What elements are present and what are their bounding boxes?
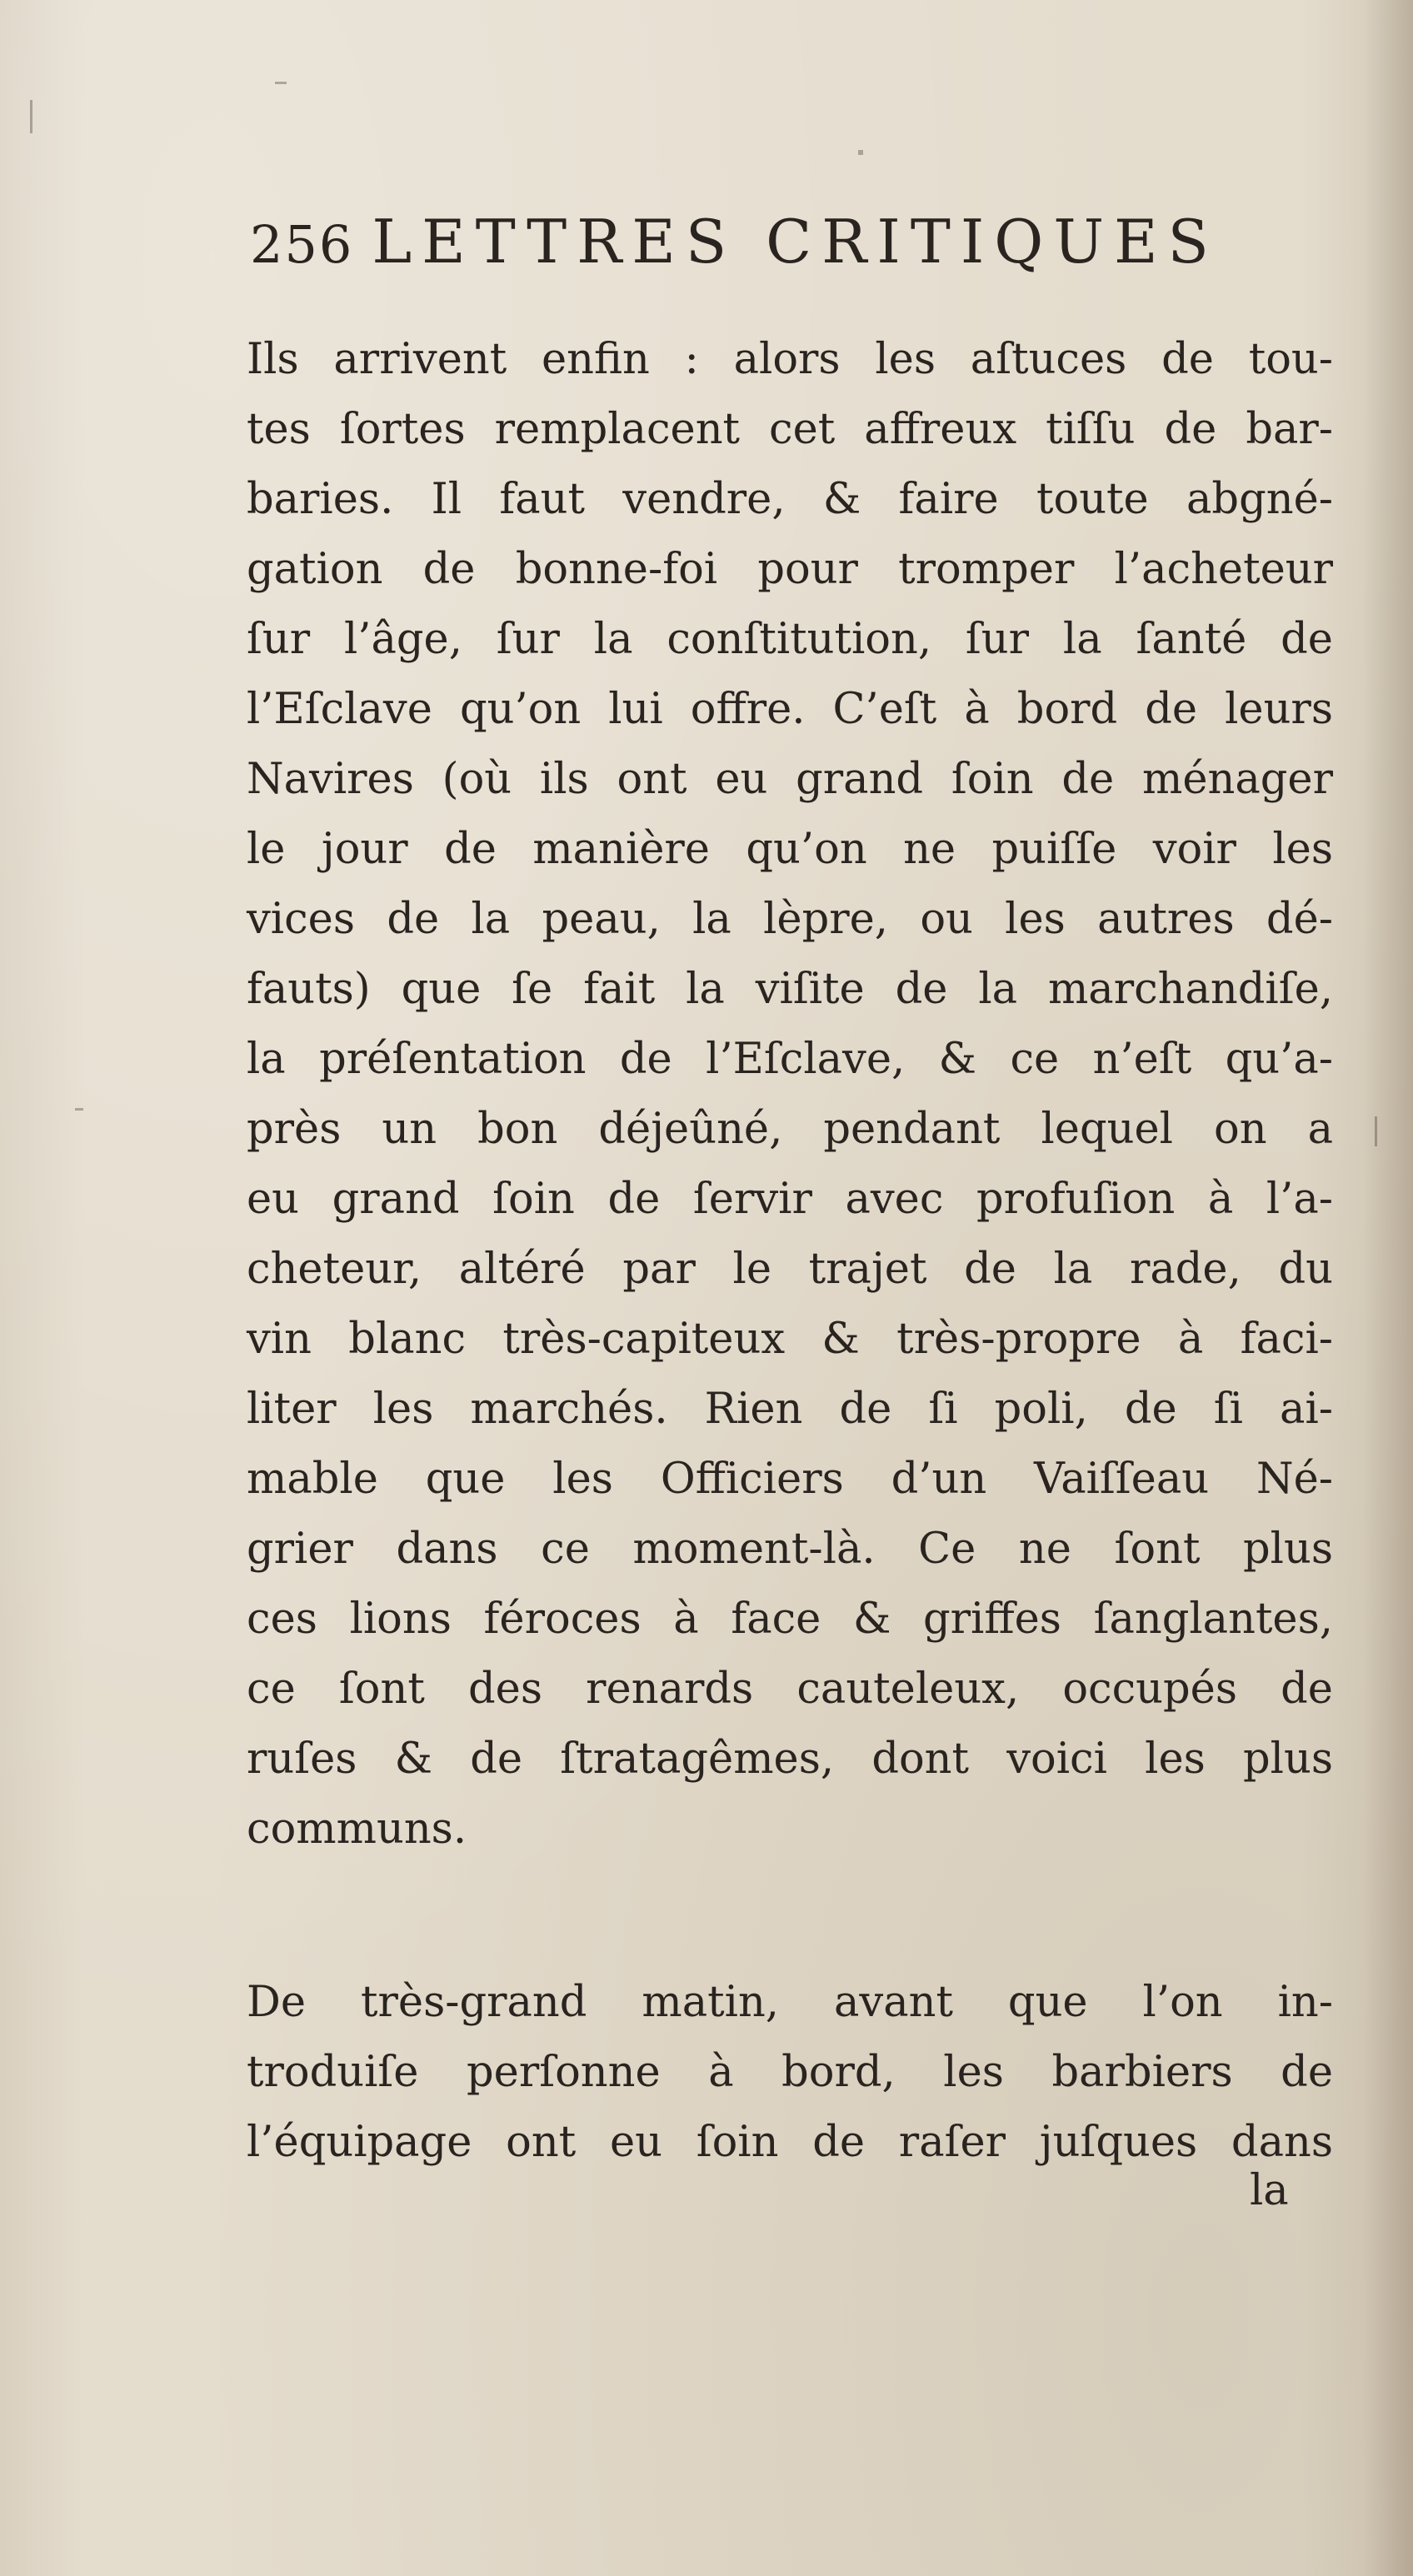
text-line: vices de la peau, la lèpre, ou les autres dé- [247, 895, 1333, 944]
paragraph [247, 1968, 1333, 2178]
text-line: près un bon déjeûné, pendant lequel on a [247, 1105, 1333, 1154]
text-line: baries. Il faut vendre, & faire toute abgné- [247, 475, 1333, 524]
ink-speck [275, 82, 287, 84]
text-line: Ils arrivent enfin : alors les aſtuces de tou- [247, 335, 1333, 384]
running-head [250, 207, 1333, 290]
ink-speck [1375, 1116, 1377, 1146]
text-line: ruſes & de ſtratagêmes, dont voici les plus [247, 1735, 1333, 1784]
text-line: vin blanc très-capiteux & très-propre à faci- [247, 1315, 1333, 1364]
running-head-title: LETTRES CRITIQUES [372, 207, 1219, 277]
text-line: mable que les Officiers d’un Vaiſſeau Né- [247, 1455, 1333, 1504]
text-line: le jour de manière qu’on ne puiſſe voir les [247, 825, 1333, 874]
ink-speck [75, 1108, 83, 1111]
text-line: liter les marchés. Rien de ſi poli, de ſi ai- [247, 1385, 1333, 1434]
text-line: gation de bonne-foi pour tromper l’acheteur [247, 545, 1333, 594]
text-line: ſur l’âge, ſur la conſtitution, ſur la ſanté de [247, 615, 1333, 664]
text-line: eu grand ſoin de ſervir avec profuſion à l’a- [247, 1175, 1333, 1224]
page-edge-shadow [1363, 0, 1413, 2576]
text-line: grier dans ce moment-là. Ce ne ſont plus [247, 1525, 1333, 1574]
text-line: Navires (où ils ont eu grand ſoin de ménager [247, 755, 1333, 804]
catchword: la [1250, 2166, 1289, 2215]
text-line: l’Eſclave qu’on lui offre. C’eſt à bord de leurs [247, 685, 1333, 734]
text-line: ce ſont des renards cauteleux, occupés de [247, 1665, 1333, 1714]
ink-speck [858, 150, 863, 155]
ink-speck [30, 100, 32, 133]
text-line: la préſentation de l’Eſclave, & ce n’eſt qu’a- [247, 1035, 1333, 1084]
text-line: ces lions féroces à face & griffes ſanglantes, [247, 1595, 1333, 1644]
text-line: cheteur, altéré par le trajet de la rade, du [247, 1245, 1333, 1294]
text-line: troduiſe perſonne à bord, les barbiers de [247, 2048, 1333, 2097]
text-line: De très-grand matin, avant que l’on in- [247, 1978, 1333, 2027]
text-line: l’équipage ont eu ſoin de raſer juſques dans [247, 2118, 1333, 2167]
text-line: communs. [247, 1805, 467, 1854]
page-number: 256 [250, 214, 354, 275]
body-text [247, 325, 1333, 2178]
text-line: fauts) que ſe fait la viſite de la marchandiſe, [247, 965, 1333, 1014]
paragraph [247, 325, 1333, 1865]
text-line: tes ſortes remplacent cet affreux tiſſu de bar- [247, 405, 1333, 454]
